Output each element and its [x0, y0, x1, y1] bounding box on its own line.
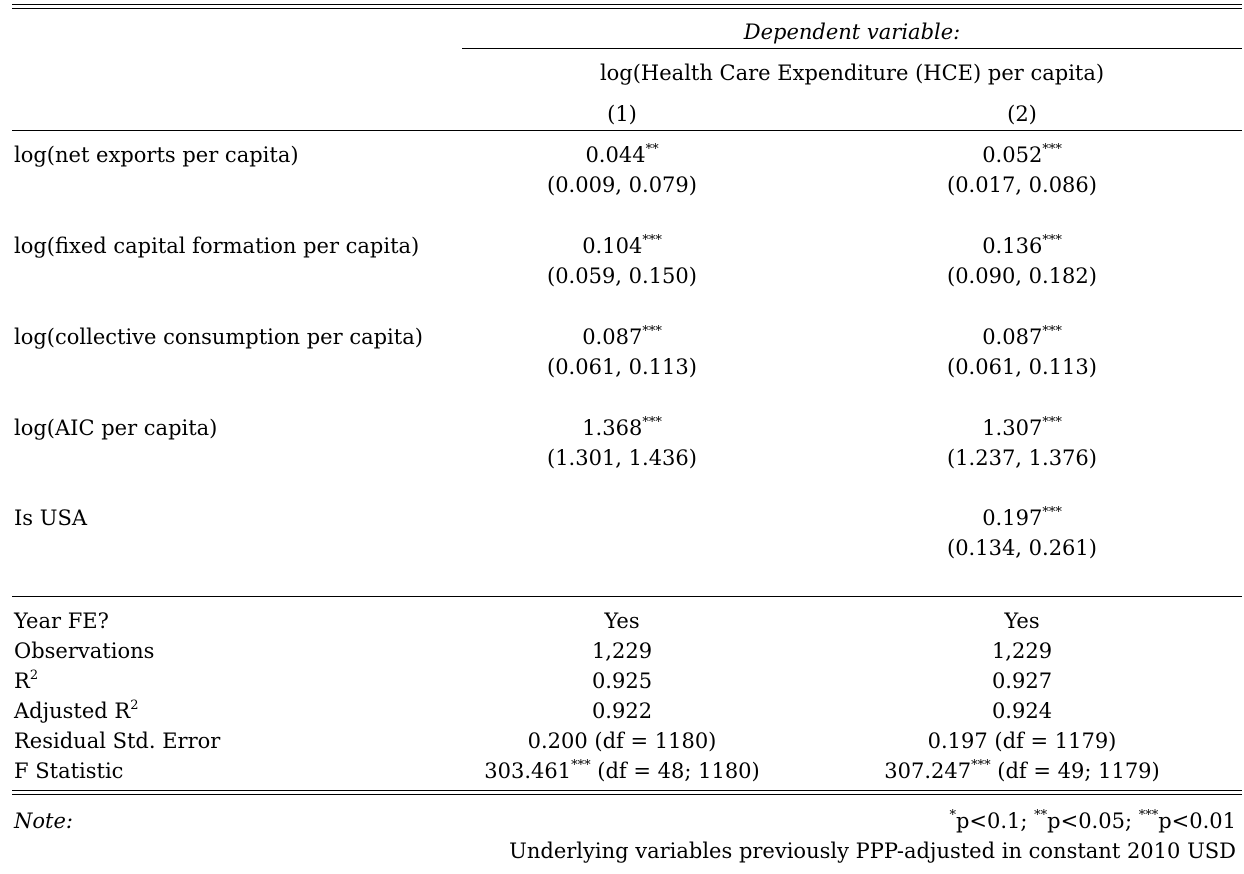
- bottom-rule-2: [12, 794, 1242, 795]
- stat-value: 0.197 (df = 1179): [927, 729, 1117, 753]
- stat-value: 0.924: [991, 699, 1053, 723]
- stat-value: 303.461*** (df = 48; 1180): [484, 758, 760, 783]
- note-label: Note:: [14, 809, 73, 833]
- stat-label: Adjusted $R^2$: [14, 698, 139, 723]
- column-header-2: (2): [1007, 102, 1037, 126]
- coef-ci: (0.017, 0.086): [947, 173, 1097, 197]
- stat-value: Yes: [1004, 609, 1040, 633]
- coef-ci: (0.061, 0.113): [547, 355, 697, 379]
- stat-value: 307.247*** (df = 49; 1179): [884, 758, 1160, 783]
- coef-label: log(AIC per capita): [14, 416, 218, 440]
- coef-value: 1.307***: [982, 415, 1062, 440]
- coef-ci: (0.061, 0.113): [947, 355, 1097, 379]
- stat-value: 0.200 (df = 1180): [527, 729, 717, 753]
- stat-value: 1,229: [991, 639, 1053, 663]
- column-header-1: (1): [607, 102, 637, 126]
- coef-label: log(net exports per capita): [14, 143, 299, 167]
- significance-note: *p<0.1; **p<0.05; ***p<0.01: [949, 808, 1236, 833]
- coef-value: 1.368***: [582, 415, 662, 440]
- stat-value: 0.927: [991, 669, 1053, 693]
- stat-value: Yes: [604, 609, 640, 633]
- coef-label: log(fixed capital formation per capita): [14, 234, 420, 258]
- coef-ci: (0.059, 0.150): [547, 264, 697, 288]
- ppp-note: Underlying variables previously PPP-adjusted in constant 2010 USD: [509, 839, 1236, 863]
- coef-value: 0.136***: [982, 233, 1062, 258]
- coef-label: log(collective consumption per capita): [14, 325, 423, 349]
- coef-ci: (0.090, 0.182): [947, 264, 1097, 288]
- stat-value: 0.922: [591, 699, 653, 723]
- dependent-variable-caption: Dependent variable:: [743, 20, 961, 44]
- stat-label: Residual Std. Error: [14, 729, 221, 753]
- header-bottom-rule: [12, 130, 1242, 131]
- stat-label: $R^2$: [14, 668, 39, 693]
- stats-rule: [12, 596, 1242, 597]
- coef-value: 0.052***: [982, 142, 1062, 167]
- coef-value: 0.087***: [982, 324, 1062, 349]
- coef-ci: (1.301, 1.436): [547, 446, 697, 470]
- dependent-variable-name: log(Health Care Expenditure (HCE) per capita): [599, 61, 1105, 85]
- bottom-rule: [12, 790, 1242, 791]
- coef-ci: (1.237, 1.376): [947, 446, 1097, 470]
- coef-label: Is USA: [14, 506, 87, 530]
- coef-value: 0.104***: [582, 233, 662, 258]
- coef-ci: (0.134, 0.261): [947, 536, 1097, 560]
- coef-value: 0.197***: [982, 505, 1062, 530]
- stat-label: Observations: [14, 639, 155, 663]
- stat-label: F Statistic: [14, 759, 124, 783]
- stat-value: 0.925: [591, 669, 653, 693]
- header-rule: [462, 48, 1242, 49]
- top-rule-2: [12, 8, 1242, 9]
- stat-label: Year FE?: [14, 609, 109, 633]
- top-rule: [12, 4, 1242, 5]
- coef-value: 0.087***: [582, 324, 662, 349]
- coef-value: 0.044**: [585, 142, 659, 167]
- stat-value: 1,229: [591, 639, 653, 663]
- coef-ci: (0.009, 0.079): [547, 173, 697, 197]
